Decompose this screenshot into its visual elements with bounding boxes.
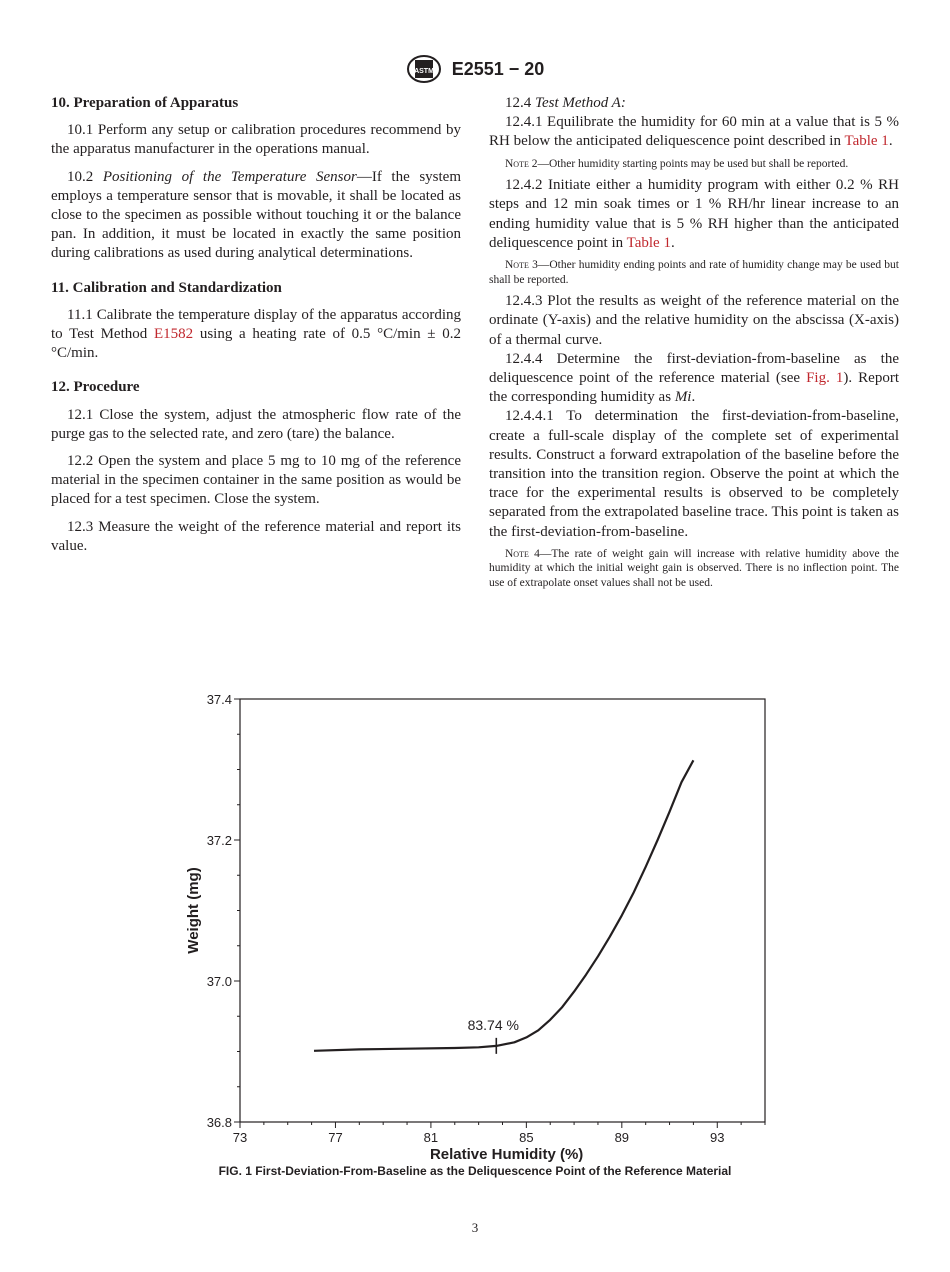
x-tick-label: 77 xyxy=(328,1130,343,1145)
note-2-text: 2—Other humidity starting points may be used but shall be reported. xyxy=(528,157,849,170)
p10-2-number: 10.2 xyxy=(67,168,103,185)
x-tick-label: 73 xyxy=(232,1130,248,1145)
page-number: 3 xyxy=(471,1220,479,1235)
figure-caption: FIG. 1 First-Deviation-From-Baseline as the Deliquescence Point of the Reference Material xyxy=(218,1164,732,1178)
table-1-link[interactable]: Table 1 xyxy=(844,133,889,150)
left-column xyxy=(51,94,461,556)
svg-text:ASTM: ASTM xyxy=(413,68,434,75)
p12-4-2-text-a: 12.4.2 Initiate either a humidity program with either 0.2 % RH steps and 12 min soak times or 1 % RH/hr linear increase to an ending humidity value that is 5 % RH higher than the anticipated deliquescence point in xyxy=(489,177,899,251)
x-tick-label: 89 xyxy=(614,1130,630,1145)
note-3-text: 3—Other humidity ending points and rate of humidity change may be used but shall be reported. xyxy=(489,259,899,286)
figure-1-chart xyxy=(170,685,790,1165)
paragraph-12-4-1 xyxy=(489,113,899,151)
p12-4-2-text-b: . xyxy=(670,234,675,251)
x-tick-label: 81 xyxy=(423,1130,439,1145)
document-designation: E2551 − 20 xyxy=(451,58,545,79)
p11-1-text-a: 11.1 Calibrate the temperature display of the apparatus according to Test Method xyxy=(51,306,461,343)
note-2 xyxy=(489,157,899,172)
x-tick-label: 85 xyxy=(519,1130,534,1145)
paragraph-11-1 xyxy=(51,306,461,364)
fig-1-link[interactable]: Fig. 1 xyxy=(806,370,844,387)
section-12-heading: 12. Procedure xyxy=(51,379,140,396)
astm-logo-icon xyxy=(406,54,442,84)
right-column xyxy=(489,94,899,591)
paragraph-12-4-4-1: 12.4.4.1 To determination the first-deviation-from-baseline, create a full-scale display of the complete set of experimental results. Construct a forward extrapolation of the baseline before the transition into the transition region. Observe the point at which the trace for the experimental results is observed to be completely separated from the extrapolated baseline trace. This point is taken as the first-deviation-from-baseline. xyxy=(489,408,899,540)
paragraph-12-3: 12.3 Measure the weight of the reference material and report its value. xyxy=(51,518,461,554)
paragraph-12-4-4 xyxy=(489,350,899,408)
y-tick-label: 36.8 xyxy=(206,1115,232,1130)
paragraph-10-1: 10.1 Perform any setup or calibration procedures recommend by the apparatus manufacturer in the operations manual. xyxy=(51,122,461,158)
page-header xyxy=(0,54,950,84)
p12-4-4-text-b: ). Report the corresponding humidity as xyxy=(489,370,899,406)
paragraph-12-4 xyxy=(489,94,899,113)
p12-4-number: 12.4 xyxy=(505,95,535,111)
paragraph-12-4-2 xyxy=(489,176,899,253)
paragraph-12-4-3: 12.4.3 Plot the results as weight of the reference material on the ordinate (Y-axis) and the relative humidity on the abscissa (X-axis) of a thermal curve. xyxy=(489,293,899,348)
y-tick-label: 37.0 xyxy=(206,974,232,989)
p12-4-1-text-b: . xyxy=(888,133,893,150)
p12-4-title: Test Method A: xyxy=(535,95,626,111)
p12-4-4-text-a: 12.4.4 Determine the first-deviation-from-baseline as the deliquescence point of the reference material (see xyxy=(489,350,899,387)
e1582-link[interactable]: E1582 xyxy=(153,326,194,343)
y-tick-label: 37.4 xyxy=(206,692,232,707)
p12-4-4-text-c: . xyxy=(691,389,696,406)
section-11-heading: 11. Calibration and Standardization xyxy=(51,279,282,296)
x-tick-label: 93 xyxy=(710,1130,725,1145)
y-axis-label: Weight (mg) xyxy=(185,867,202,954)
table-1-link-2[interactable]: Table 1 xyxy=(626,234,671,251)
p10-2-text: —If the system employs a temperature sensor that is movable, it shall be located as close to the specimen as possible without touching it or the balance pan. In addition, it must be located in exactly the same position during calibrations as used during analytical determinations. xyxy=(51,168,462,262)
note-4-text: 4—The rate of weight gain will increase with relative humidity above the humidity at which the initial weight gain is observed. There is no inflection point. The use of extrapolate onset values shall not be used. xyxy=(489,547,899,590)
paragraph-12-2: 12.2 Open the system and place 5 mg to 10 mg of the reference material in the specimen container in the same position as would be placed for a test specimen. Close the system. xyxy=(51,453,461,508)
p10-2-title: Positioning of the Temperature Sensor xyxy=(102,168,357,185)
note-4-label: Note xyxy=(505,547,529,560)
x-axis-label: Relative Humidity (%) xyxy=(429,1146,584,1163)
p11-1-text-b: using a heating rate of 0.5 °C/min ± 0.2 °C/min. xyxy=(51,326,461,362)
paragraph-12-1: 12.1 Close the system, adjust the atmospheric flow rate of the purge gas to the selected rate, and zero (tare) the balance. xyxy=(51,406,461,442)
weight-curve-line xyxy=(314,760,693,1051)
section-10-heading: 10. Preparation of Apparatus xyxy=(51,95,239,111)
note-3-label: Note xyxy=(505,259,529,272)
note-3 xyxy=(489,258,899,287)
deviation-annotation-label: 83.74 % xyxy=(467,1016,519,1033)
paragraph-10-2 xyxy=(51,168,461,264)
y-tick-label: 37.2 xyxy=(206,833,232,848)
p12-4-4-mi: Mi xyxy=(674,389,692,406)
plot-frame xyxy=(240,699,765,1122)
p12-4-1-text-a: 12.4.1 Equilibrate the humidity for 60 min at a value that is 5 % RH below the anticipated deliquescence point described in xyxy=(489,114,899,150)
note-4 xyxy=(489,547,899,591)
note-2-label: Note xyxy=(505,157,529,170)
